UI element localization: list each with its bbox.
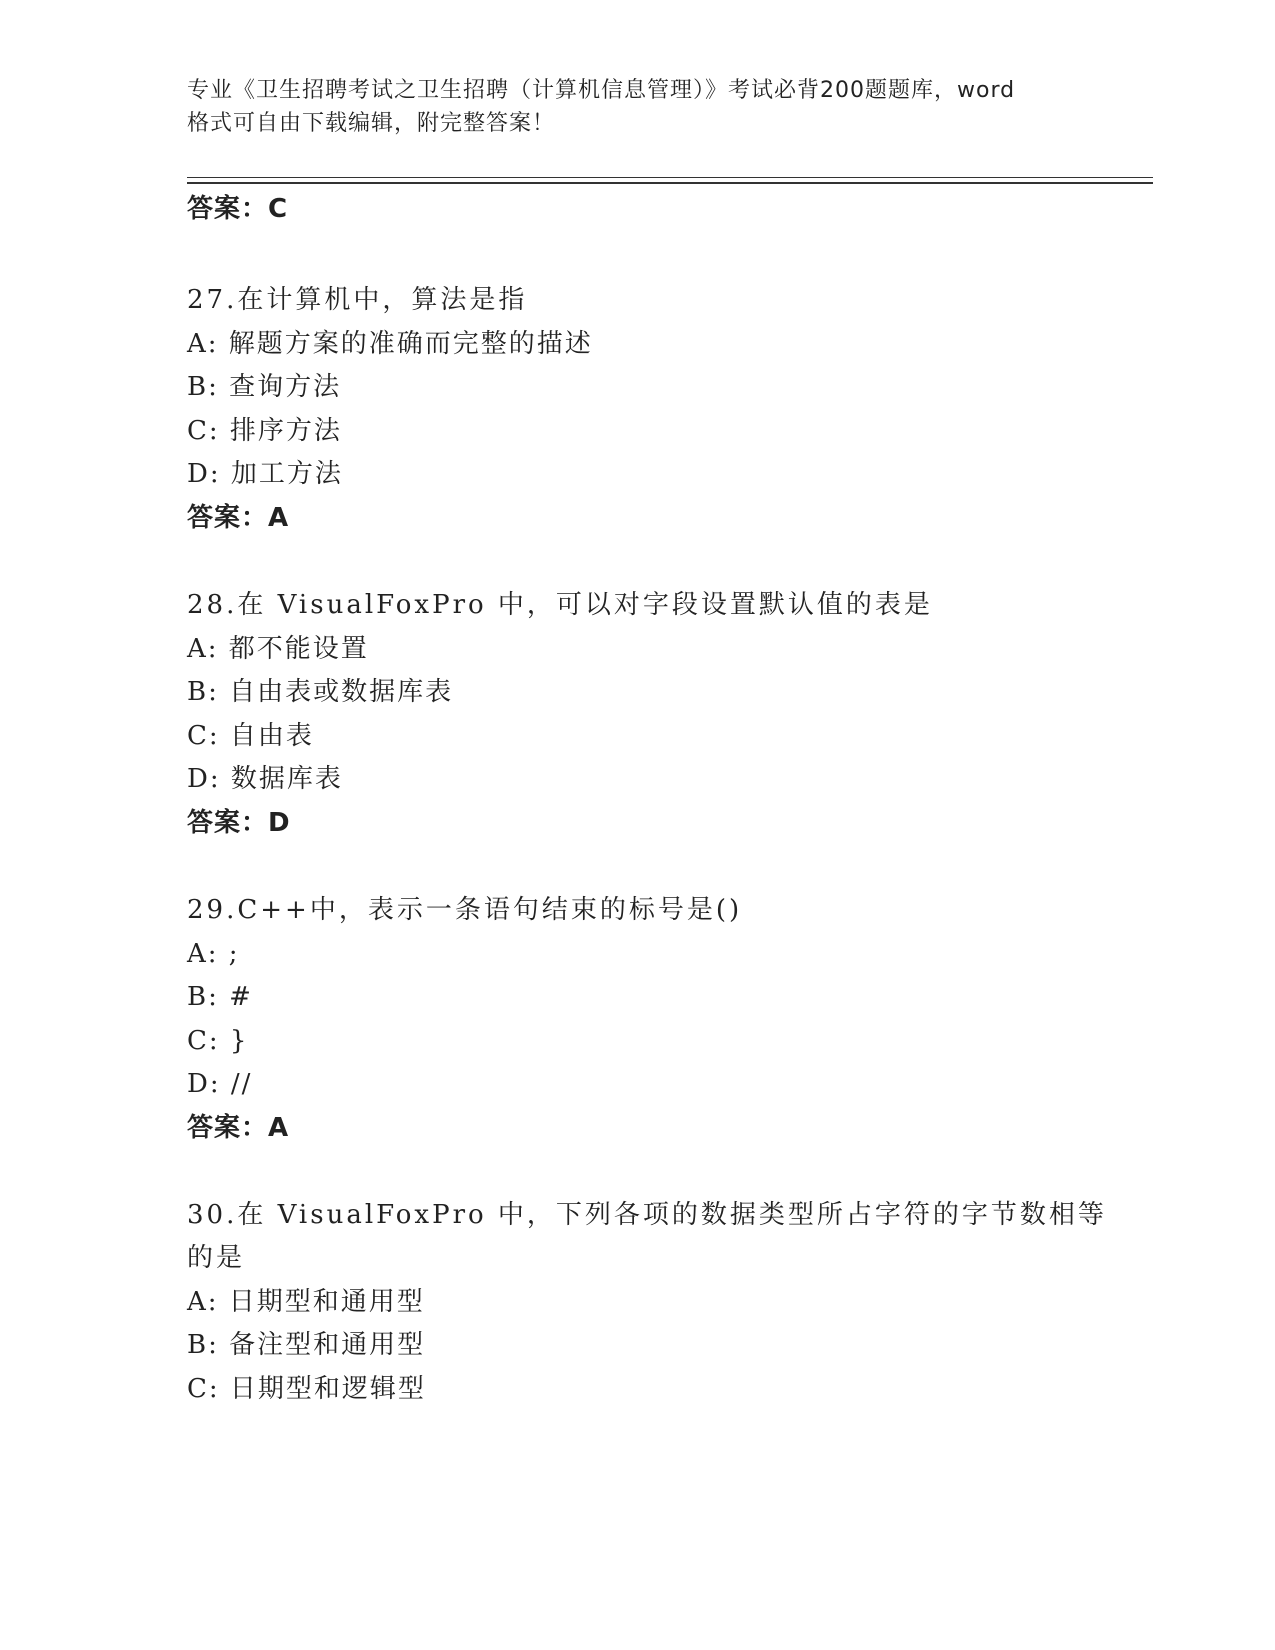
option-d: D: // <box>187 1069 253 1099</box>
question-stem-30-line-2: 的是 <box>187 1243 246 1273</box>
previous-answer: 答案：C <box>187 194 289 224</box>
option-c: C: 排序方法 <box>187 416 342 446</box>
header-divider-thin <box>187 177 1153 178</box>
answer-28: 答案：D <box>187 808 291 838</box>
option-a: A: ; <box>187 939 240 969</box>
option-d: D: 加工方法 <box>187 459 343 489</box>
question-stem-30-line-1: 30.在 VisualFoxPro 中，下列各项的数据类型所占字符的字节数相等 <box>187 1200 1107 1230</box>
option-a: A: 日期型和通用型 <box>187 1287 425 1317</box>
option-c: C: } <box>187 1026 249 1056</box>
answer-27: 答案：A <box>187 503 290 533</box>
question-stem-27: 27.在计算机中，算法是指 <box>187 285 528 315</box>
option-c: C: 日期型和逻辑型 <box>187 1374 426 1404</box>
header-line-2: 格式可自由下载编辑，附完整答案！ <box>187 111 556 136</box>
option-b: B: 备注型和通用型 <box>187 1330 426 1360</box>
header-divider-thick <box>187 182 1153 184</box>
document-header <box>187 74 1087 140</box>
answer-29: 答案：A <box>187 1113 290 1143</box>
option-a: A: 都不能设置 <box>187 634 369 664</box>
option-a: A: 解题方案的准确而完整的描述 <box>187 329 593 359</box>
question-stem-29: 29.C++中，表示一条语句结束的标号是() <box>187 895 743 925</box>
question-stem-28: 28.在 VisualFoxPro 中，可以对字段设置默认值的表是 <box>187 590 933 620</box>
option-c: C: 自由表 <box>187 721 314 751</box>
header-line-1: 专业《卫生招聘考试之卫生招聘（计算机信息管理）》考试必背200题题库，word <box>187 78 1016 103</box>
option-b: B: # <box>187 982 253 1012</box>
option-b: B: 查询方法 <box>187 372 342 402</box>
option-b: B: 自由表或数据库表 <box>187 677 454 707</box>
option-d: D: 数据库表 <box>187 764 343 794</box>
